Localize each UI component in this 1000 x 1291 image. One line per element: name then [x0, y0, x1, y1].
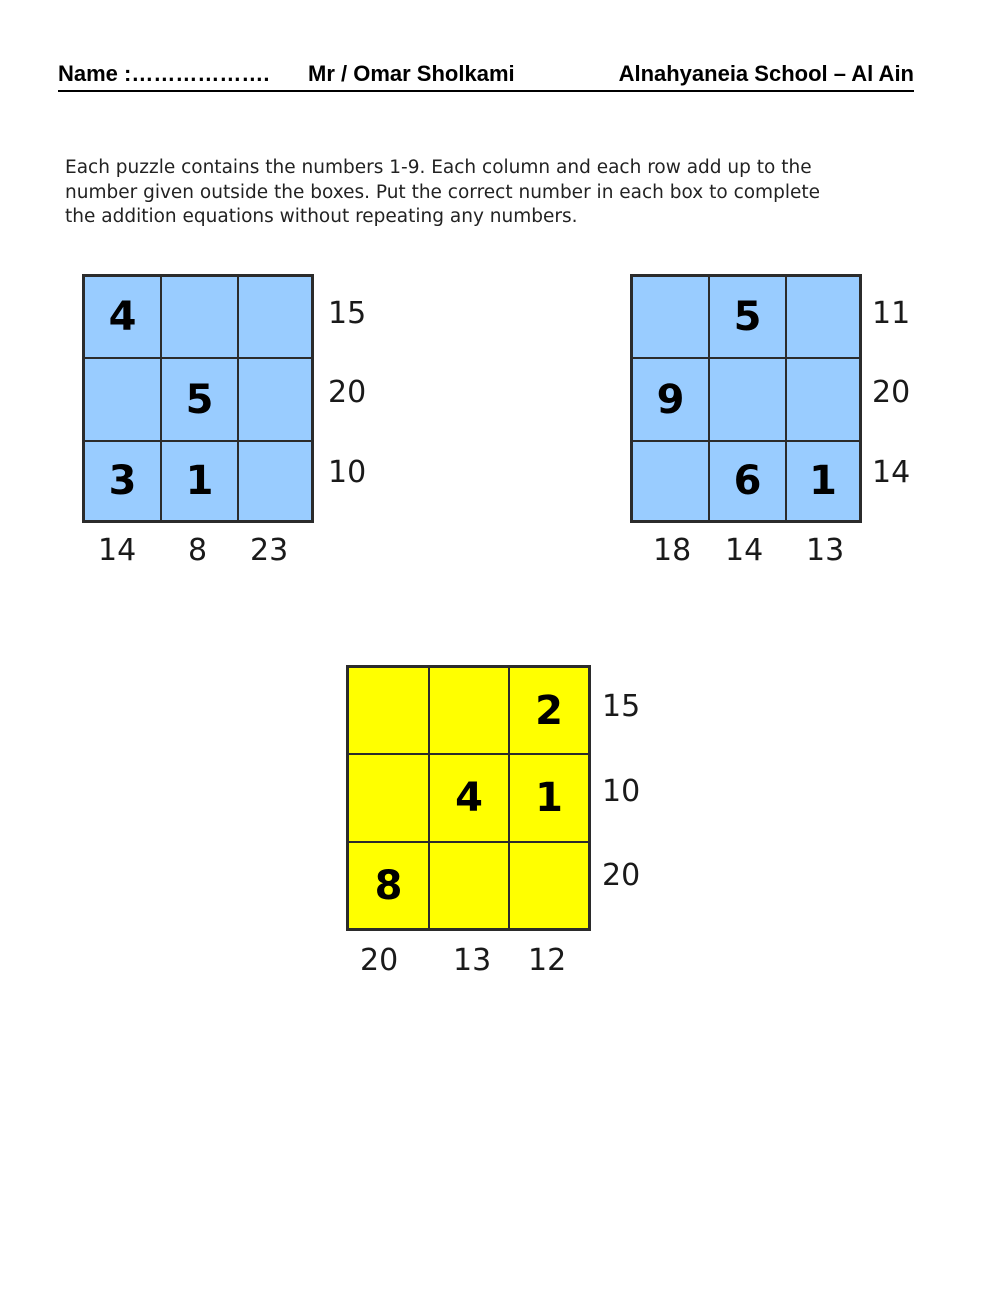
puzzle-cell[interactable]: 9	[632, 358, 709, 441]
puzzle-cell[interactable]: 1	[161, 441, 238, 521]
puzzle-cell[interactable]	[429, 667, 509, 754]
row-sum: 20	[328, 375, 367, 410]
puzzle-cell[interactable]: 4	[429, 754, 509, 842]
col-sum: 18	[653, 533, 692, 568]
instruction-line: Each puzzle contains the numbers 1-9. Each column and each row add up to the	[65, 157, 812, 178]
puzzle-cell[interactable]	[238, 276, 312, 358]
puzzle-grid	[82, 274, 314, 523]
student-name-label: Name :……………….	[58, 61, 270, 86]
puzzle-cell[interactable]	[632, 276, 709, 358]
instructions	[65, 156, 925, 230]
puzzle-1	[82, 274, 382, 574]
puzzle-cell[interactable]: 4	[84, 276, 161, 358]
row-sum: 10	[328, 455, 367, 490]
puzzle-grid	[346, 665, 591, 931]
worksheet-header	[58, 60, 914, 92]
puzzle-cell[interactable]	[238, 441, 312, 521]
col-sum: 8	[188, 533, 208, 568]
puzzle-cell[interactable]	[786, 358, 860, 441]
school-name: Alnahyaneia School – Al Ain	[618, 61, 914, 86]
puzzle-2	[630, 274, 930, 574]
col-sum: 14	[725, 533, 764, 568]
puzzle-cell[interactable]: 1	[786, 441, 860, 521]
puzzle-cell[interactable]	[509, 842, 589, 929]
row-sum: 14	[872, 455, 911, 490]
row-sum: 20	[872, 375, 911, 410]
puzzle-cell[interactable]	[709, 358, 786, 441]
puzzle-cell[interactable]: 5	[709, 276, 786, 358]
col-sum: 12	[528, 943, 567, 978]
col-sum: 20	[360, 943, 399, 978]
puzzle-cell[interactable]	[348, 754, 429, 842]
puzzle-cell[interactable]	[632, 441, 709, 521]
col-sum: 14	[98, 533, 137, 568]
col-sum: 23	[250, 533, 289, 568]
puzzle-cell[interactable]: 6	[709, 441, 786, 521]
col-sum: 13	[806, 533, 845, 568]
puzzle-cell[interactable]	[786, 276, 860, 358]
row-sum: 10	[602, 774, 641, 809]
row-sum: 15	[328, 296, 367, 331]
row-sum: 20	[602, 858, 641, 893]
puzzle-cell[interactable]	[84, 358, 161, 441]
instruction-line: the addition equations without repeating any numbers.	[65, 206, 578, 227]
puzzle-grid	[630, 274, 862, 523]
instruction-line: number given outside the boxes. Put the correct number in each box to complete	[65, 181, 820, 203]
puzzle-cell[interactable]: 8	[348, 842, 429, 929]
puzzle-cell[interactable]: 3	[84, 441, 161, 521]
puzzle-cell[interactable]	[161, 276, 238, 358]
col-sum: 13	[453, 943, 492, 978]
puzzle-3	[346, 665, 666, 995]
puzzle-cell[interactable]: 5	[161, 358, 238, 441]
puzzle-cell[interactable]: 2	[509, 667, 589, 754]
puzzle-cell[interactable]	[238, 358, 312, 441]
puzzle-cell[interactable]	[348, 667, 429, 754]
row-sum: 15	[602, 689, 641, 724]
row-sum: 11	[872, 296, 911, 331]
puzzle-cell[interactable]	[429, 842, 509, 929]
teacher-name: Mr / Omar Sholkami	[308, 61, 515, 86]
puzzle-cell[interactable]: 1	[509, 754, 589, 842]
